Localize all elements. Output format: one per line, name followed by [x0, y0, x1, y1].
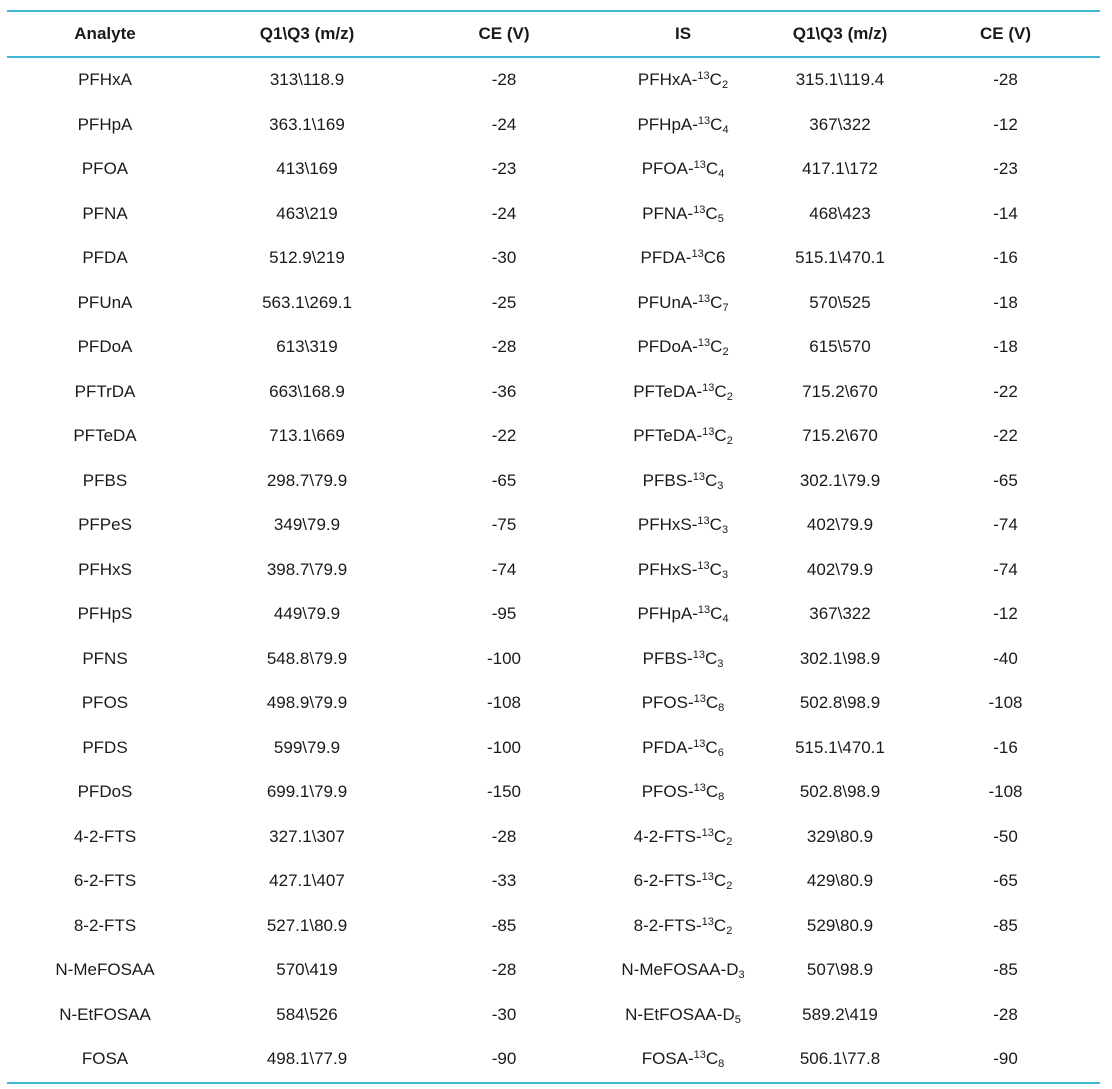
is-base: PFTeDA-: [633, 426, 703, 446]
is-cell: [597, 281, 769, 326]
header-is-q1q3: Q1\Q3 (m/z): [792, 24, 888, 43]
is-ce-cell: -12: [993, 114, 1018, 134]
analyte-cell: N-MeFOSAA: [55, 960, 155, 980]
is-cell: [597, 1037, 769, 1083]
ce-cell: -24: [491, 203, 517, 223]
is-base: FOSA-: [641, 1049, 694, 1069]
ce-cell: -74: [491, 559, 517, 579]
ce-cell: -85: [491, 915, 517, 935]
is-cell: [597, 57, 769, 103]
is-base: PFDA-: [640, 248, 692, 268]
ce-cell: -28: [491, 960, 517, 980]
table-row: [7, 370, 1100, 415]
ce-cell: -28: [491, 70, 517, 90]
is-cell: [597, 325, 769, 370]
table-row: [7, 948, 1100, 993]
is-element: D: [726, 960, 739, 980]
is-base: 6-2-FTS-: [633, 871, 702, 891]
q1q3-cell: 463\219: [276, 203, 338, 223]
is-element: C: [710, 114, 723, 134]
is-cell: [597, 103, 769, 148]
is-atom-count: 4: [722, 613, 729, 626]
is-atom-count: 2: [722, 346, 729, 359]
table-body: [7, 57, 1100, 1083]
ce-cell: -75: [491, 515, 517, 535]
is-cell: [597, 414, 769, 459]
header-ce: CE (V): [478, 24, 530, 43]
is-ce-cell: -18: [993, 337, 1018, 357]
is-isotope-mass: 13: [697, 337, 711, 350]
is-q1q3-cell: 529\80.9: [806, 915, 874, 935]
is-element: C: [713, 826, 727, 846]
is-element: C: [705, 159, 719, 179]
q1q3-cell: 313\118.9: [269, 70, 345, 90]
analyte-cell: 4-2-FTS: [73, 826, 137, 846]
is-cell: [597, 859, 769, 904]
table-row: [7, 503, 1100, 548]
analyte-cell: PFDoA: [77, 337, 133, 357]
is-q1q3-cell: 315.1\119.4: [795, 70, 885, 90]
is-atom-count: 8: [718, 1058, 725, 1071]
is-cell: [597, 637, 769, 682]
is-isotope-mass: 13: [697, 70, 710, 83]
q1q3-cell: 599\79.9: [273, 737, 341, 757]
is-cell: [597, 503, 769, 548]
ce-cell: -28: [491, 826, 517, 846]
is-cell: [597, 147, 769, 192]
is-q1q3-cell: 715.2\670: [802, 381, 878, 401]
is-cell: [597, 548, 769, 593]
is-ce-cell: -28: [993, 70, 1018, 90]
q1q3-cell: 563.1\269.1: [262, 292, 352, 312]
ce-cell: -25: [491, 292, 517, 312]
is-ce-cell: -16: [993, 248, 1018, 268]
table-row: [7, 147, 1100, 192]
is-ce-cell: -16: [993, 737, 1018, 757]
table-row: [7, 815, 1100, 860]
table-row: [7, 681, 1100, 726]
is-ce-cell: -50: [993, 826, 1018, 846]
is-isotope-mass: 13: [701, 871, 714, 884]
q1q3-cell: 398.7\79.9: [266, 559, 348, 579]
is-base: PFHxA-: [637, 70, 698, 90]
is-isotope-mass: 13: [693, 737, 706, 750]
is-element: C: [709, 559, 722, 579]
table-row: [7, 726, 1100, 771]
is-element: C: [714, 426, 727, 446]
table-row: [7, 192, 1100, 237]
table-header: [7, 11, 1100, 57]
is-cell: [597, 726, 769, 771]
analyte-cell: PFUnA: [77, 292, 133, 312]
is-q1q3-cell: 302.1\98.9: [799, 648, 881, 668]
is-ce-cell: -74: [993, 515, 1018, 535]
q1q3-cell: 413\169: [276, 159, 338, 179]
q1q3-cell: 449\79.9: [273, 604, 341, 624]
is-q1q3-cell: 367\322: [809, 114, 871, 134]
is-atom-count: 3: [717, 657, 724, 670]
is-ce-cell: -23: [993, 159, 1018, 179]
table-row: [7, 1037, 1100, 1083]
is-element: C: [713, 871, 727, 891]
header-is: IS: [674, 24, 692, 43]
is-q1q3-cell: 302.1\79.9: [799, 470, 881, 490]
ce-cell: -22: [491, 426, 517, 446]
is-atom-count: 3: [721, 524, 729, 537]
is-atom-count: 8: [718, 702, 725, 715]
table-row: [7, 236, 1100, 281]
is-base: N-EtFOSAA-: [625, 1004, 723, 1024]
is-cell: [597, 770, 769, 815]
is-atom-count: 2: [726, 880, 733, 893]
q1q3-cell: 663\168.9: [269, 381, 345, 401]
analyte-cell: PFHxS: [78, 559, 132, 579]
is-element: C: [705, 1049, 719, 1069]
is-base: PFOS-: [641, 693, 694, 713]
is-q1q3-cell: 502.8\98.9: [799, 693, 881, 713]
header-analyte: Analyte: [74, 24, 136, 43]
table-container: [7, 10, 1100, 1084]
is-isotope-mass: 13: [697, 515, 710, 528]
is-q1q3-cell: 589.2\419: [802, 1004, 878, 1024]
ce-cell: -150: [486, 782, 522, 802]
is-atom-count: 5: [717, 212, 724, 225]
is-base: 4-2-FTS-: [633, 826, 702, 846]
analyte-cell: N-EtFOSAA: [59, 1004, 151, 1024]
is-base: PFUnA-: [637, 292, 698, 312]
is-atom-count: 6: [717, 746, 724, 759]
is-cell: [597, 192, 769, 237]
q1q3-cell: 713.1\669: [269, 426, 345, 446]
is-atom-count: 3: [717, 479, 724, 492]
ce-cell: -28: [491, 337, 517, 357]
is-element: C: [713, 915, 727, 935]
ce-cell: -100: [486, 737, 522, 757]
analyte-cell: PFDA: [82, 248, 128, 268]
is-ce-cell: -65: [993, 470, 1018, 490]
table-row: [7, 770, 1100, 815]
is-element: C: [714, 381, 727, 401]
is-base: PFHpA-: [637, 604, 698, 624]
is-isotope-mass: 13: [693, 782, 706, 795]
ce-cell: -36: [491, 381, 517, 401]
is-isotope-mass: 13: [702, 381, 715, 394]
table-row: [7, 859, 1100, 904]
is-cell: [597, 993, 769, 1038]
mrm-transitions-table: [7, 10, 1100, 1084]
is-q1q3-cell: 417.1\172: [802, 159, 878, 179]
table-row: [7, 414, 1100, 459]
q1q3-cell: 327.1\307: [269, 826, 345, 846]
q1q3-cell: 548.8\79.9: [266, 648, 348, 668]
is-ce-cell: -85: [993, 960, 1018, 980]
analyte-cell: PFTeDA: [73, 426, 137, 446]
table-row: [7, 281, 1100, 326]
q1q3-cell: 363.1\169: [269, 114, 345, 134]
table-row: [7, 904, 1100, 949]
q1q3-cell: 498.9\79.9: [266, 693, 348, 713]
is-element: C: [705, 737, 718, 757]
is-ce-cell: -108: [988, 693, 1023, 713]
analyte-cell: PFOS: [81, 693, 129, 713]
ce-cell: -100: [486, 648, 522, 668]
is-q1q3-cell: 429\80.9: [806, 871, 874, 891]
header-row: [7, 11, 1100, 57]
is-atom-count: 2: [726, 924, 733, 937]
is-isotope-mass: 13: [693, 203, 706, 216]
is-q1q3-cell: 402\79.9: [806, 515, 874, 535]
is-q1q3-cell: 507\98.9: [806, 960, 874, 980]
is-isotope-mass: 13: [697, 604, 711, 617]
analyte-cell: PFHxA: [78, 70, 132, 90]
is-isotope-mass: 13: [697, 292, 711, 305]
is-element: C: [710, 292, 723, 312]
q1q3-cell: 527.1\80.9: [266, 915, 348, 935]
is-atom-count: 5: [734, 1013, 741, 1026]
is-q1q3-cell: 367\322: [809, 604, 871, 624]
is-atom-count: 2: [726, 835, 733, 848]
is-element: C: [704, 470, 718, 490]
is-q1q3-cell: 468\423: [809, 203, 871, 223]
is-atom-count: 2: [721, 79, 729, 92]
ce-cell: -95: [491, 604, 517, 624]
is-q1q3-cell: 515.1\470.1: [795, 248, 885, 268]
is-element: C: [705, 693, 719, 713]
is-isotope-mass: 13: [701, 826, 714, 839]
analyte-cell: PFOA: [81, 159, 129, 179]
is-ce-cell: -108: [988, 782, 1023, 802]
table-row: [7, 548, 1100, 593]
is-q1q3-cell: 515.1\470.1: [795, 737, 885, 757]
ce-cell: -30: [491, 248, 517, 268]
is-atom-count: 8: [718, 791, 725, 804]
is-ce-cell: -40: [993, 648, 1018, 668]
is-q1q3-cell: 570\525: [809, 292, 871, 312]
is-isotope-mass: 13: [697, 559, 710, 572]
analyte-cell: PFNS: [82, 648, 128, 668]
analyte-cell: PFTrDA: [74, 381, 136, 401]
table-row: [7, 325, 1100, 370]
is-isotope-mass: 13: [692, 648, 705, 661]
ce-cell: -108: [486, 693, 522, 713]
is-base: PFTeDA-: [633, 381, 703, 401]
q1q3-cell: 349\79.9: [273, 515, 341, 535]
is-q1q3-cell: 329\80.9: [806, 826, 874, 846]
is-base: N-MeFOSAA-: [621, 960, 727, 980]
is-element: C: [710, 337, 723, 357]
is-base: PFHpA-: [637, 114, 698, 134]
is-atom-count: 3: [721, 568, 729, 581]
is-atom-count: 3: [738, 969, 745, 982]
header-is-ce: CE (V): [980, 24, 1031, 43]
ce-cell: -30: [491, 1004, 517, 1024]
table-row: [7, 637, 1100, 682]
is-cell: [597, 236, 769, 281]
q1q3-cell: 613\319: [276, 337, 338, 357]
table-row: [7, 57, 1100, 103]
analyte-cell: PFBS: [82, 470, 128, 490]
is-cell: [597, 904, 769, 949]
ce-cell: -23: [491, 159, 517, 179]
is-base: PFBS-: [642, 470, 693, 490]
is-ce-cell: -12: [993, 604, 1018, 624]
ce-cell: -65: [491, 470, 517, 490]
is-q1q3-cell: 715.2\670: [802, 426, 878, 446]
is-cell: [597, 459, 769, 504]
is-element: C: [705, 203, 718, 223]
analyte-cell: PFPeS: [78, 515, 132, 535]
is-isotope-mass: 13: [701, 915, 714, 928]
is-atom-count: 2: [726, 435, 733, 448]
analyte-cell: 6-2-FTS: [73, 871, 137, 891]
ce-cell: -24: [491, 114, 517, 134]
is-cell: [597, 370, 769, 415]
table-row: [7, 459, 1100, 504]
is-q1q3-cell: 506.1\77.8: [799, 1049, 881, 1069]
is-base: PFHxS-: [637, 559, 698, 579]
analyte-cell: PFDoS: [77, 782, 133, 802]
is-cell: [597, 592, 769, 637]
is-base: PFNA-: [642, 203, 694, 223]
is-element: C: [705, 782, 719, 802]
is-q1q3-cell: 502.8\98.9: [799, 782, 881, 802]
is-base: PFDoA-: [637, 337, 698, 357]
is-element: C: [704, 648, 718, 668]
is-element: C: [710, 604, 723, 624]
analyte-cell: PFNA: [82, 203, 128, 223]
table-row: [7, 592, 1100, 637]
is-ce-cell: -14: [993, 203, 1018, 223]
analyte-cell: PFHpS: [77, 604, 133, 624]
table-row: [7, 103, 1100, 148]
q1q3-cell: 427.1\407: [269, 871, 345, 891]
is-element: C: [709, 70, 722, 90]
header-q1q3: Q1\Q3 (m/z): [259, 24, 355, 43]
is-base: PFDA-: [642, 737, 694, 757]
is-isotope-mass: 13: [697, 114, 711, 127]
is-base: PFHxS-: [637, 515, 698, 535]
is-ce-cell: -74: [993, 559, 1018, 579]
is-ce-cell: -65: [993, 871, 1018, 891]
is-isotope-mass: 13: [693, 159, 706, 172]
ce-cell: -90: [491, 1049, 517, 1069]
is-element: C: [709, 515, 722, 535]
is-atom-count: 4: [722, 123, 729, 136]
analyte-cell: PFDS: [82, 737, 128, 757]
q1q3-cell: 298.7\79.9: [266, 470, 348, 490]
q1q3-cell: 584\526: [276, 1004, 338, 1024]
is-cell: [597, 815, 769, 860]
is-element: C: [703, 248, 717, 268]
is-atom-count: 7: [722, 301, 729, 314]
is-isotope-mass: 13: [693, 1049, 706, 1062]
q1q3-cell: 512.9\219: [269, 248, 345, 268]
is-tail: 6: [716, 248, 726, 268]
analyte-cell: 8-2-FTS: [73, 915, 137, 935]
is-base: PFBS-: [642, 648, 693, 668]
is-base: PFOA-: [641, 159, 694, 179]
is-isotope-mass: 13: [693, 693, 706, 706]
table-row: [7, 993, 1100, 1038]
is-isotope-mass: 13: [702, 426, 715, 439]
is-isotope-mass: 13: [691, 248, 704, 261]
is-base: 8-2-FTS-: [633, 915, 702, 935]
is-q1q3-cell: 402\79.9: [806, 559, 874, 579]
is-isotope-mass: 13: [692, 470, 705, 483]
is-atom-count: 2: [726, 390, 733, 403]
is-base: PFOS-: [641, 782, 694, 802]
is-ce-cell: -22: [993, 426, 1018, 446]
analyte-cell: FOSA: [81, 1049, 129, 1069]
is-ce-cell: -22: [993, 381, 1018, 401]
is-cell: [597, 681, 769, 726]
is-ce-cell: -28: [993, 1004, 1018, 1024]
is-ce-cell: -85: [993, 915, 1018, 935]
is-q1q3-cell: 615\570: [809, 337, 871, 357]
q1q3-cell: 570\419: [276, 960, 338, 980]
is-cell: [597, 948, 769, 993]
q1q3-cell: 498.1\77.9: [266, 1049, 348, 1069]
is-element: D: [722, 1004, 735, 1024]
q1q3-cell: 699.1\79.9: [266, 782, 348, 802]
is-ce-cell: -90: [993, 1049, 1018, 1069]
is-atom-count: 4: [718, 168, 725, 181]
analyte-cell: PFHpA: [77, 114, 133, 134]
ce-cell: -33: [491, 871, 517, 891]
is-ce-cell: -18: [993, 292, 1018, 312]
